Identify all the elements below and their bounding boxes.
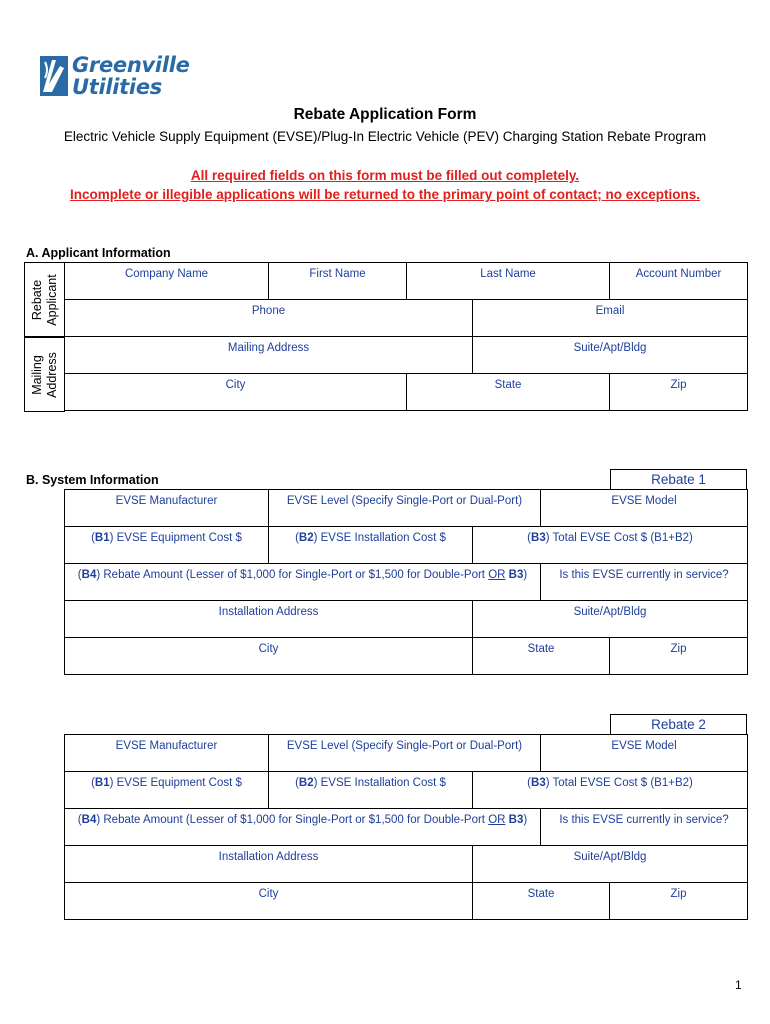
section-b-heading: B. System Information	[26, 473, 159, 487]
mailing-state-field[interactable]: State	[407, 374, 610, 411]
rebate-1-b2-installation-cost-field[interactable]: (B2) EVSE Installation Cost $	[269, 527, 473, 564]
rebate-1-state-field[interactable]: State	[473, 638, 610, 675]
rebate-1-b1-equipment-cost-field[interactable]: (B1) EVSE Equipment Cost $	[65, 527, 269, 564]
rebate-2-b3-total-cost-field[interactable]: (B3) Total EVSE Cost $ (B1+B2)	[473, 772, 748, 809]
rebate-1-evse-level-field[interactable]: EVSE Level (Specify Single-Port or Dual-Port)	[269, 490, 541, 527]
mailing-address-side-label: Mailing Address	[24, 337, 65, 412]
warning-line-1: All required fields on this form must be filled out completely.	[190, 168, 580, 183]
rebate-2-state-field[interactable]: State	[473, 883, 610, 920]
rebate-1-evse-model-field[interactable]: EVSE Model	[541, 490, 748, 527]
rebate-2-b2-installation-cost-field[interactable]: (B2) EVSE Installation Cost $	[269, 772, 473, 809]
mailing-suite-field[interactable]: Suite/Apt/Bldg	[473, 337, 748, 374]
rebate-2-zip-field[interactable]: Zip	[610, 883, 748, 920]
rebate-1-tag: Rebate 1	[610, 469, 747, 490]
last-name-field[interactable]: Last Name	[407, 263, 610, 300]
rebate-1-evse-manufacturer-field[interactable]: EVSE Manufacturer	[65, 490, 269, 527]
rebate-1-installation-address-field[interactable]: Installation Address	[65, 601, 473, 638]
rebate-2-evse-model-field[interactable]: EVSE Model	[541, 735, 748, 772]
rebate-applicant-side-label: Rebate Applicant	[24, 262, 65, 337]
logo-word-utilities: Utilities	[72, 75, 162, 99]
mailing-address-field[interactable]: Mailing Address	[65, 337, 473, 374]
rebate-2-evse-level-field[interactable]: EVSE Level (Specify Single-Port or Dual-Port)	[269, 735, 541, 772]
rebate-2-installation-address-field[interactable]: Installation Address	[65, 846, 473, 883]
rebate-2-b1-equipment-cost-field[interactable]: (B1) EVSE Equipment Cost $	[65, 772, 269, 809]
rebate-1-suite-field[interactable]: Suite/Apt/Bldg	[473, 601, 748, 638]
rebate-1-in-service-field[interactable]: Is this EVSE currently in service?	[541, 564, 748, 601]
company-name-field[interactable]: Company Name	[65, 263, 269, 300]
applicant-info-table	[64, 262, 748, 411]
page-subtitle: Electric Vehicle Supply Equipment (EVSE)/Plug-In Electric Vehicle (PEV) Charging Station Rebate Program	[63, 129, 707, 144]
phone-field[interactable]: Phone	[65, 300, 473, 337]
mailing-zip-field[interactable]: Zip	[610, 374, 748, 411]
logo-emblem-icon	[40, 56, 68, 96]
logo-word-greenville: Greenville	[72, 53, 190, 77]
rebate-2-suite-field[interactable]: Suite/Apt/Bldg	[473, 846, 748, 883]
rebate-2-tag: Rebate 2	[610, 714, 747, 735]
rebate-1-b4-rebate-amount-field[interactable]: (B4) Rebate Amount (Lesser of $1,000 for Single-Port or $1,500 for Double-Port OR B3)	[65, 564, 541, 601]
rebate-2-table	[64, 734, 748, 920]
page-title: Rebate Application Form	[293, 106, 477, 123]
rebate-1-zip-field[interactable]: Zip	[610, 638, 748, 675]
rebate-2-b4-rebate-amount-field[interactable]: (B4) Rebate Amount (Lesser of $1,000 for Single-Port or $1,500 for Double-Port OR B3)	[65, 809, 541, 846]
rebate-2-evse-manufacturer-field[interactable]: EVSE Manufacturer	[65, 735, 269, 772]
first-name-field[interactable]: First Name	[269, 263, 407, 300]
rebate-2-city-field[interactable]: City	[65, 883, 473, 920]
rebate-1-table	[64, 489, 748, 675]
rebate-1-city-field[interactable]: City	[65, 638, 473, 675]
account-number-field[interactable]: Account Number	[610, 263, 748, 300]
mailing-city-field[interactable]: City	[65, 374, 407, 411]
email-field[interactable]: Email	[473, 300, 748, 337]
section-a-heading: A. Applicant Information	[26, 246, 171, 260]
warning-line-2: Incomplete or illegible applications will be returned to the primary point of contact; no exceptions.	[69, 187, 701, 202]
rebate-2-in-service-field[interactable]: Is this EVSE currently in service?	[541, 809, 748, 846]
greenville-utilities-logo	[40, 54, 210, 100]
page-number: 1	[735, 978, 742, 992]
rebate-1-b3-total-cost-field[interactable]: (B3) Total EVSE Cost $ (B1+B2)	[473, 527, 748, 564]
